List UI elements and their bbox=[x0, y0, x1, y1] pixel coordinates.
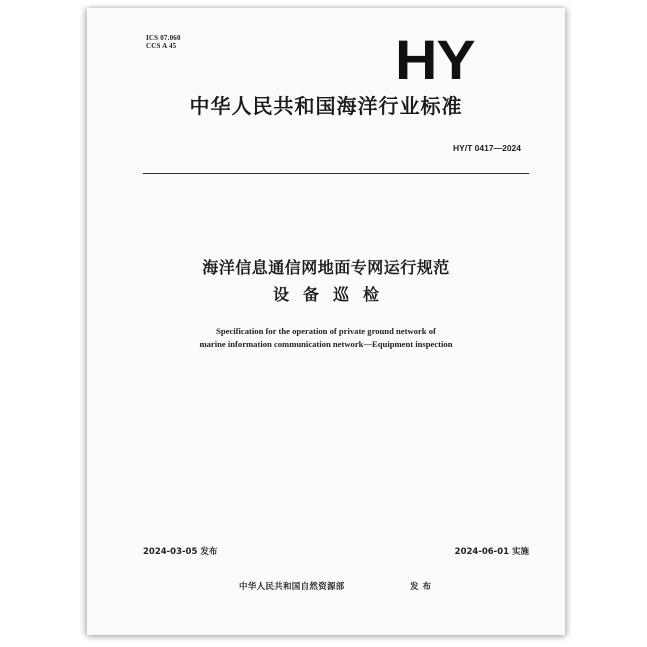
chinese-title-line-1: 海洋信息通信网地面专网运行规范 bbox=[202, 258, 450, 277]
english-title-line-2: marine information communication network—Equipment inspection bbox=[199, 339, 453, 349]
implementation-date: 2024-06-01 实施 bbox=[454, 547, 529, 557]
chinese-title-line-2: 设备巡检 bbox=[272, 285, 393, 304]
document-cover-page bbox=[87, 8, 565, 635]
ccs-code: CCS A 45 bbox=[146, 42, 177, 50]
english-title-line-1: Specification for the operation of private ground network of bbox=[216, 326, 436, 336]
issue-date: 2024-03-05 发布 bbox=[143, 547, 218, 557]
hy-logo: HY bbox=[395, 28, 475, 91]
ics-code: ICS 07.060 bbox=[146, 34, 181, 42]
publisher-name: 中华人民共和国自然资源部 bbox=[239, 582, 345, 592]
standard-number: HY/T 0417—2024 bbox=[452, 143, 521, 153]
standard-type-heading: 中华人民共和国海洋行业标准 bbox=[189, 94, 463, 118]
header-divider bbox=[143, 173, 529, 174]
publish-label: 发布 bbox=[410, 582, 436, 592]
